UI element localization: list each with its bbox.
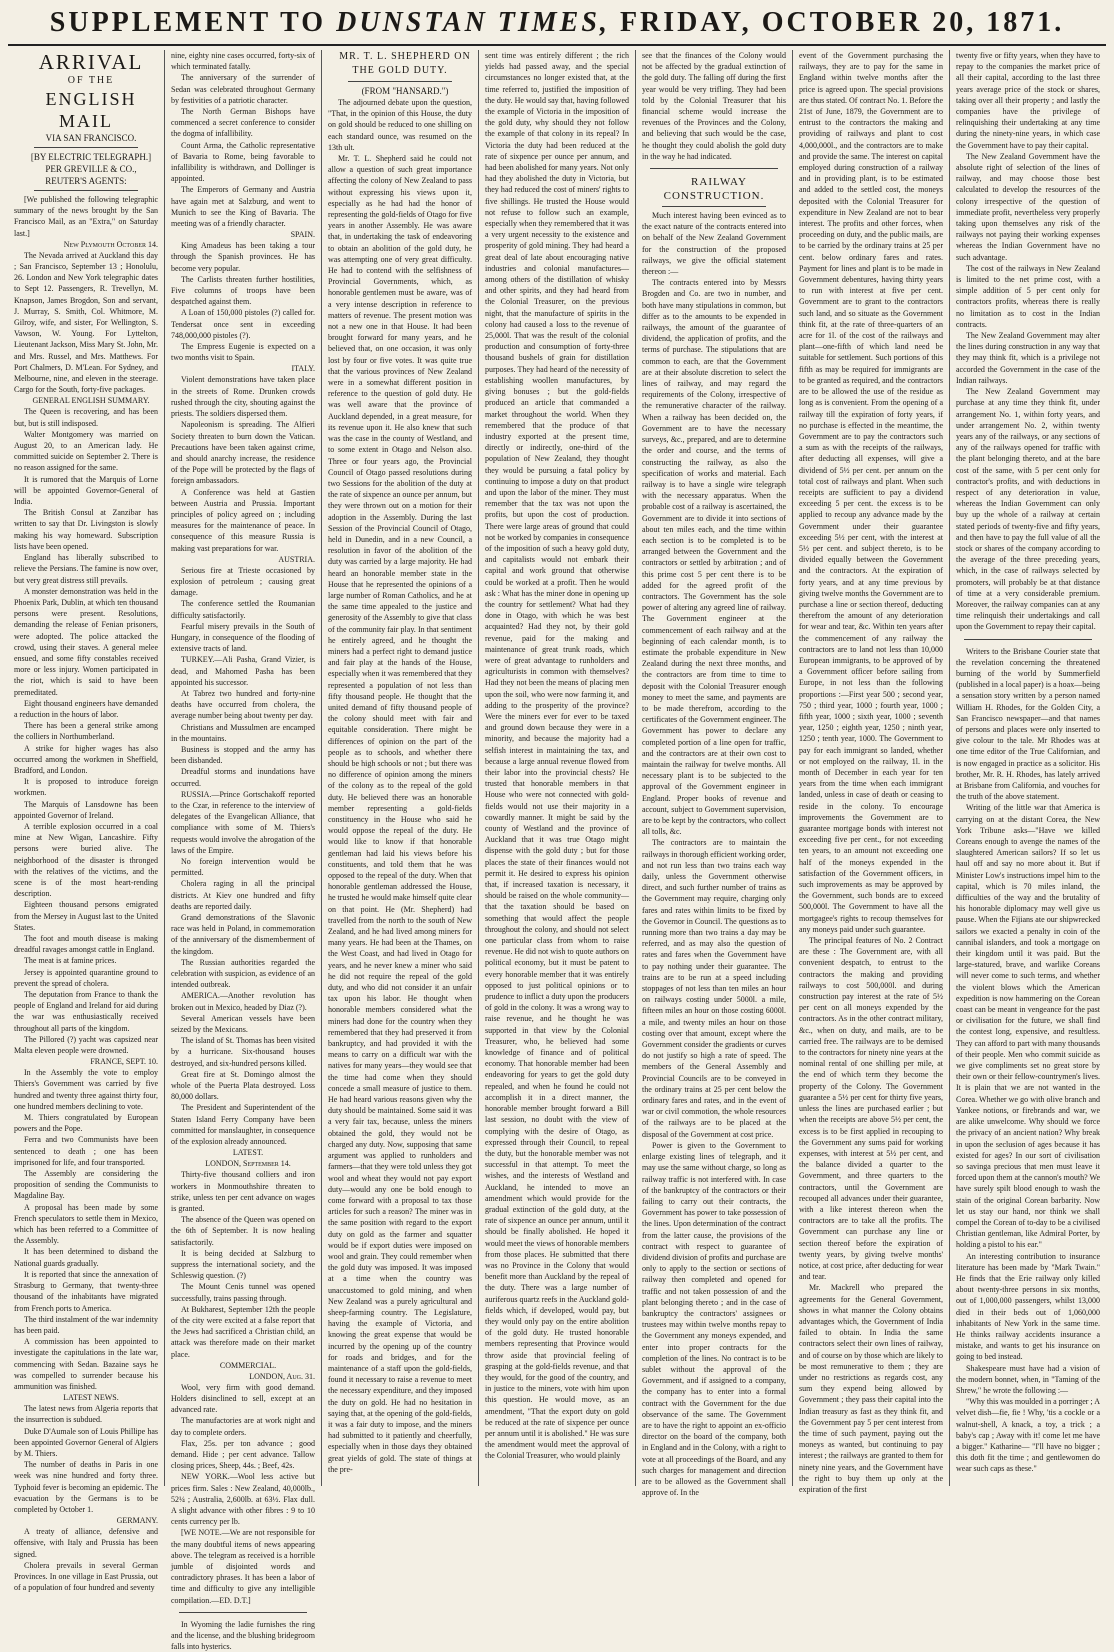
- paragraph: The Empress Eugenie is expected on a two months visit to Spain.: [171, 342, 315, 363]
- paragraph: Power is given to the Government to enlarge existing lines of telegraph, and it may use the same without charge, so long as railway traffic is not interfered with. In case of the bankruptcy of the contractors or their failing to carry out their contracts, the Government has power to take possession of the lines. Upon determination of the contract from the latter cause, the provisions of the contract with respect to guarantee of dividend division of profits and purchase are only to apply to the section or sections of railway then completed and opened for traffic and not taken possession of and the plant belonging thereto ; and in the case of bankruptcy the contractors' assignees or trustees may within twelve months repay to the Government any moneys expended, and enter into proper contracts for the completion of the lines. No contract is to be sublet without the approval of the Government, and if assigned to a company, the company has to enter into a formal contract with the Government for the due observance of the same. The Government are to have the right to appoint an ex-officio director on the board of the company, both in England and in the Colony, with a right to vote at all proceedings of the Board, and any such charges for management and direction are to be allowed as the Government shall approve of. In the: [642, 1140, 786, 1498]
- paragraph: A treaty of alliance, defensive and offensive, with Italy and Prussia has been signed.: [14, 1527, 158, 1559]
- section-head: LATEST NEWS.: [63, 1393, 119, 1403]
- paragraph: The Russian authorities regarded the celebration with suspicion, as evidence of an intended outbreak.: [171, 957, 315, 990]
- paragraph: Violent demonstrations have taken place in the streets of Rome. Drunken crowds rushed through the city, shouting against the priests. The soldiers dispersed them.: [171, 375, 315, 419]
- headline-of-the: OF THE: [67, 75, 115, 86]
- paragraph: It is rumored that the Marquis of Lorne will be appointed Governor-General of India.: [14, 474, 158, 507]
- paragraph: A Conference was held at Gastien between Austria and Prussia. Important principles of policy agreed on ; including measures for the maintenance of peace. In consequence of this measure Russia is making vast preparations for war.: [171, 487, 315, 553]
- poem: "Why this was moulded in a porringer ; A velvet dish—fie, fie ! Why, 'tis a cockle or a walnut-shell, A knack, a toy, a trick ; a baby's cap ; Away with it! come let me have a bigger." Katharine— "I'll have no bigger ; this doth fit the time ; and gentlewomen do wear such caps as these.": [956, 1397, 1100, 1474]
- divider: [348, 81, 452, 82]
- paragraph: nine, eighty nine cases occurred, forty-six of which terminated fatally.: [171, 51, 315, 72]
- paragraph: sent time was entirely different ; the rich yields had passed away, and the special circumstances no longer existed that, at the time referred to, justified the imposition of the duty. He would say that, having followed the example of Victoria in the imposition of the gold duty, why should they not follow the example of that colony in its repeal? In Victoria the duty had been reduced at the rate of sixpence per ounce per annum, and had been abolished for many years. Not only had they abolished the duty in Victoria, but they had reduced the cost of miners' rights to five shillings. He trusted the House would not refuse to follow such an example, especially when they remembered that it was a very urgent necessity to the existence and prosperity of gold mining. They had heard a great deal of late about encouraging native industries and colonial manufactures—among others of the distillation of whisky and other spirits, and they had heard from the Colonial Treasurer, on the previous night, that the manufacture of spirits in the colony had caused a loss to the revenue of 25,000l. That was the result of the colonial production and consumption of forty-three thousand bushels of grain for distillation purposes. They had heard of the necessity of establishing woollen manufactures, by giving bonuses ; but the gold-fields produced an article that commanded a market throughout the world. When they remembered that the produce of that industry exported at the present time, directly or indirectly, one-third of the population of New Zealand, they thought they would be pursuing a fatal policy by continuing to impose a duty on that product and upon the labor of the miner. They must remember that the tax was not upon the profits, but upon the cost of production. There were large areas of ground that could not be worked by companies in consequence of the imposition of such a heavy gold duty, and capitalists would not embark their capital and work ground that otherwise could be worked at a profit. Then he would ask : What has the miner done in opening up the country for settlement? What had they done in Otago, with which he was best acquainted? Had they not, by their gold revenue, paid for the making and maintenance of great trunk roads, which were of great advantage to runholders and agriculturists in common with themselves? Had they not been the means of placing men upon the soil, who were now farming it, and adding to the prosperity of the province? Were the miners ever for ever to be taxed and ground down because they were in a minority, and because the majority had a selfish interest in maintaining the tax, and because a large annual revenue flowed from their labor into the provincial chests? He trusted that honorable members in that House who were not connected with gold-fields would not use their majority in a cowardly manner. It might be said by the county of Westland and the province of Auckland that it was true Otago might dispense with the gold duty ; but for those places the state of their finances would not permit it. He desired to express his opinion that, if increased taxation is necessary, it should be raised on the whole community—that the taxation should be based on something that would affect the people throughout the colony, and should not select one particular class from whom to raise revenue. He did not wish to quote authors on political economy, but it must be patent to every honorable member that it was entirely opposed to just political opinions or to prudence to inflict a duty upon the producers of gold in the colony. It was a wrong way to raise revenue, and he thought he was supported in that view by the Colonial Treasurer, who, he believed had some knowledge of finance and of political economy. That honorable member had been endeavoring for years to get the gold duty repealed, and when he found he could not accomplish it in a direct manner, the honorable member brought forward a Bill last session, no doubt with the view of complying with the desire of Otago, as expressed through their Council, to repeal the duty, but the honorable member was not successful in that attempt. To meet the wishes, and the interests of Westland and Auckland, he intended to move an amendment which would provide for the gradual extinction of the gold duty, at the rate of sixpence an ounce per annum, until it should be finally abolished. He hoped it would meet the views of honorable members from those places. He submitted that there was no Province in the Colony that would benefit more than Auckland by the repeal of the duty. There was a large number of auriferous quartz reefs in the Auckland gold-fields which, if developed, would pay, but they would only pay on the entire abolition of the gold duty. He trusted honorable members representing that Province would throw aside that provincial feeling of grasping at the gold-fields revenue, and that they would, for the good of the country, and in justice to the miners, vote with him upon this question. He would move, as an amendment, "That the export duty on gold be reduced at the rate of sixpence per ounce per annum until it is abolished." He was sure the amendment would meet the approval of the Colonial Treasurer, who would plainly: [485, 51, 629, 1461]
- paragraph: The manufactories are at work night and day to complete orders.: [171, 1416, 315, 1437]
- paragraph: The Nevada arrived at Auckland this day ; San Francisco, September 13 ; Honolulu, 26. London and New York telegraphic dates to Sept 12. Passengers, R. Trevellyn, M. Knapson, James Brogdon, Son and servant, J. Murray, S. Smith, Col. Whitmore, M. Gilroy, wife, and sister, For Wellington, S. Vawson, W. Young. For Lyttelton, Lieutenant Jackson, Miss Mary St. John, Mr. and Mrs. Russel, and Mrs. Matthews. For Port Chalmers, D. M'Lean. For Sydney, and Melbourne, nine, and eleven in the steerage. Cargo for the South, forty-five packages.: [14, 250, 158, 395]
- paragraph: Business is stopped and the army has been disbanded.: [171, 744, 315, 766]
- dateline: LONDON, September 14.: [205, 1159, 291, 1169]
- headline-english-mail: ENGLISH MAIL: [45, 89, 137, 131]
- paragraph: It is proposed to introduce foreign workmen.: [14, 777, 158, 798]
- masthead-day: FRIDAY,: [619, 7, 752, 38]
- dateline: New Plymouth October 14.: [63, 239, 158, 249]
- column-1: [8, 50, 164, 1593]
- paragraph: Writers to the Brisbane Courier state that the revelation concerning the threatened burning of the world by Summerfield (published in a local paper) is a hoax—being a sensation story written by a person named William H. Rhodes, for the Golden City, a San Francisco newspaper—and that names of persons and places were only inserted to give colour to the tale. Mr Rhodes was at one time editor of the True Californian, and is now engaged in practice as a solicitor. His brother, Mr. R. H. Rhodes, has lately arrived at Brisbane from California, and vouches for the truth of the above statement.: [956, 646, 1100, 802]
- paragraph: At Tabrez two hundred and forty-nine deaths have occurred from cholera, the average number being about twenty per day.: [171, 688, 315, 721]
- paragraph: In the Assembly the vote to employ Thiers's Government was carried by five hundred and twenty three against thirty four, one hundred members declining to vote.: [14, 1068, 158, 1111]
- columns: [8, 50, 1106, 1652]
- paragraph: Thirty-five thousand colliers and iron workers in Monmouthshire threaten to strike, unless ten per cent advance on wages is granted.: [171, 1170, 315, 1213]
- section-head: AUSTRIA.: [278, 554, 315, 564]
- paragraph: The New Zealand Government may alter the lines during construction in any way that they may think fit, which is a privilege not accorded the Government in the case of the Indian railways.: [956, 331, 1100, 385]
- headline-arrival: ARRIVAL: [38, 50, 144, 74]
- paragraph: The number of deaths in Paris in one week was nine hundred and forty three. Typhoid fever is becoming an epidemic. The evacuation by the Germans is to be completed by October 1.: [14, 1460, 158, 1514]
- divider: [964, 639, 1092, 640]
- paragraph: Wool, very firm with good demand. Holders disinclined to sell, except at an advanced rate.: [171, 1382, 315, 1415]
- paragraph: The anniversary of the surrender of Sedan was celebrated throughout Germany by festivities of a patriotic character.: [171, 73, 315, 105]
- paragraph: Duke D'Aumale son of Louis Phillipe has been appointed Governor General of Algiers by M. Thiers.: [14, 1426, 158, 1458]
- paragraph: The conference settled the Roumanian difficulty satisfactorily.: [171, 599, 315, 620]
- paragraph: Fearful misery prevails in the South of Hungary, in consequence of the flooding of extensive tracts of land.: [171, 621, 315, 654]
- paragraph: The Pillored (?) yacht was capsized near Malta eleven people were drowned.: [14, 1034, 158, 1056]
- paragraph: The Marquis of Lansdowne has been appointed Governor of Ireland.: [14, 799, 158, 820]
- paragraph: The Queen is recovering, and has been but, but is still indisposed.: [14, 407, 158, 428]
- editor-note: [WE NOTE.—We are not responsible for the many doubtful items of news appearing above. The telegram as received is a horrible jumble of disjointed words and contradictory phrases. It has been a labor of time and difficulty to give any intelligible compilation.—ED. D.T.]: [171, 1528, 315, 1605]
- paragraph: The latest news from Algeria reports that the insurrection is subdued.: [14, 1404, 158, 1425]
- paragraph: Ferra and two Communists have been sentenced to death ; one has been imprisoned for life, and four transported.: [14, 1135, 158, 1167]
- section-head: SPAIN.: [290, 230, 315, 240]
- column-7: [949, 50, 1106, 1486]
- paragraph: The President and Superintendent of the Staten Island Ferry Company have been committed for manslaughter, in consequence of the explosion already announced.: [171, 1103, 315, 1147]
- paragraph: It is being decided at Salzburg to suppress the international society, and the Schleswig question. (?): [171, 1248, 315, 1281]
- section-head: ITALY.: [291, 364, 315, 374]
- paragraph: The Assembly are considering the proposition of sending the Communists to Magdaline Bay.: [14, 1169, 158, 1201]
- section-head: COMMERCIAL.: [219, 1360, 277, 1370]
- paragraph: Mr. T. L. Shepherd said he could not allow a question of such great importance affecting the colony of New Zealand to pass without expressing his views upon it, especially as he had had the honor of representing the gold-fields of Otago for five years in another Assembly. He was aware that, in undertaking the task of endeavoring to obtain an abolition of the gold duty, he was attempting one of very great difficulty. He had to contend with the selfishness of Provincial Governments, which, as honorable gentlemen must be aware, was of a very intense description in reference to matters of revenue. The present motion was not a new one in that House. It had been brought forward for many years, and he believed that, on one occasion, it was only lost by four or five votes. It was quite true that the various provinces of New Zealand were in a somewhat different position in reference to the question of gold duty. He was well aware that the province of Auckland depended, in a great measure, for its revenue upon it. He also knew that such was the case in the county of Westland, and to some extent in Otago and Nelson also. Three or four years ago, the Provincial Council of Otago passed resolutions during two Sessions for the abolition of the duty at the rate of sixpence an ounce per annum, but they were thrown out on a motion for their adoption in the Assembly. During the last Session of the Provincial Council of Otago, held in Dunedin, and in a new Council, a resolution in favor of the abolition of the duty was carried by a large majority. He had heard an honorable member state in the House that he represented the opinions of a large number of Roman Catholics, and he at the same time appealed to the justice and generosity of the Assembly to give that class of the community fair play. In that sentiment he entirely agreed, and he thought the miners had a perfect right to demand justice and fair play at the hands of the House, especially when it was remembered that they represented a population of not less than fifty thousand people. He thought that the united demand of fifty thousand people of the colony should meet with fair and equitable consideration. There might be differences of opinion on the part of the people as to schools, and whether there should be high schools or not ; but there was no difference of opinion among the miners of the colony as to the repeal of the gold duty. He believed there was an honorable member representing a gold-fields constituency in the House who said he would oppose the repeal of the duty. He would like to know if that honorable gentleman had laid his views before his constituents, and told them that he was opposed to the repeal of the duty. When that honorable gentleman addressed the House, he trusted he would make himself quite clear on that point. He (Mr. Shepherd) had travelled from the north to the south of New Zealand, and he had lived among miners for many years. He had been at the Thames, on the West Coast, and had lived in Otago for years, and he never knew a miner who said he did not require the repeal of the gold duty, and who did not consider it an unfair tax upon his labor. He thought when honorable members considered what the miners had done for the country when they remembered that they had preserved it from bankruptcy, and had provided it with the means to carry on a difficult war with the natives for many years—they would see that the time had come when they should concede a small measure of justice to them. He had heard various reasons given why the duty should be maintained. Some said it was a very fair tax, because, unless the miners obtained the gold, they would not be charged any duty. Now, supposing that same argument was applied to runholders and farmers—that they were told unless they got wool and wheat they would not pay export duty—would any one be bold enough to come forward with a proposal to tax those articles for such a reason? The miner was in the same position with regard to the export duty on gold as the farmer and squatter would be if export duties were imposed on wool and grain. They could remember when the gold duty was imposed. It was imposed at a time when the country was unaccustomed to gold mining, and when New Zealand was a purely agricultural and sheep-farming country. The Legislature, having the example of Victoria, and knowing the great expense that would be incurred by the opening up of the country for roads and bridges, and for the maintenance of a staff upon the gold-fields, found it necessary to raise a revenue to meet the necessary expenditure, and they imposed the duty on gold. He had no hesitation in saying that, at the opening of the gold-fields, it was a fair duty to impose, and the miners had submitted to it patiently and cheerfully, especially when in those days they obtained great yields of gold. The state of things at the pre-: [328, 154, 472, 1474]
- paragraph: Count Arma, the Catholic representative of Bavaria to Rome, being favorable to infallibility is withdrawn, and Dollinger is appointed.: [171, 140, 315, 184]
- paragraph: The foot and mouth disease is making dreadful ravages amongst cattle in England.: [14, 934, 158, 955]
- masthead-title: [50, 7, 1064, 38]
- paragraph: Cholera prevails in several German Provinces. In one village in East Prussia, out of a population of four hundred and seventy: [14, 1560, 158, 1593]
- column-5: [635, 50, 792, 1498]
- paragraph: Walter Montgomery was married on August 20, to an American lady. He committed suicide on September 2. There is no reason assigned for the same.: [14, 429, 158, 473]
- divider: [34, 147, 138, 148]
- paragraph: The New Zealand Government have the absolute right of selection of the lines of railway, and may choose those best calculated to develop the resources of the colony irrespective of the question of immediate profit, nevertheless very properly taking upon themselves any risk of the railways not paying their working expenses whereas the Indian Government have no such advantage.: [956, 151, 1100, 262]
- paragraph: Dreadful storms and inundations have occurred.: [171, 767, 315, 788]
- masthead-to: TO: [280, 7, 327, 38]
- paragraph: Jersey is appointed quarantine ground to prevent the spread of cholera.: [14, 967, 158, 988]
- paragraph: NEW YORK.—Wool less active but prices firm. Sales : New Zealand, 40,000lb., 52¼ ; Australia, 2,600lb. at 63½. Flax dull. A slight advance with other fibres : 9 to 10 cents currency per lb.: [171, 1472, 315, 1527]
- paragraph: England has liberally subscribed to relieve the Persians. The famine is now over, but very great distress still prevails.: [14, 553, 158, 585]
- paragraph: The island of St. Thomas has been visited by a hurricane. Six-thousand houses destroyed, and six-hundred persons killed.: [171, 1036, 315, 1068]
- paragraph: At Bukharest, September 12th the people of the city were excited at a false report that the Jews had sacrificed a Christian child, an attack was therefore made on their market place.: [171, 1304, 315, 1359]
- paragraph: The Mount Cenis tunnel was opened successfully, trains passing through.: [171, 1282, 315, 1303]
- paragraph: King Amadeus has been taking a tour through the Spanish provinces. He has become very popular.: [171, 241, 315, 273]
- paragraph: It is reported that since the annexation of Strasburg to Germany, that twenty-three thousand of the inhabitants have migrated from French ports to America.: [14, 1269, 158, 1313]
- paragraph: Several American vessels have been seized by the Mexicans.: [171, 1013, 315, 1035]
- section-head: FRANCE, SEPT. 10.: [90, 1057, 158, 1067]
- paragraph: The Carlists threaten further hostilities, Five columns of troops have been despatched against them.: [171, 274, 315, 307]
- agents-note: PER GREVILLE & CO., REUTER'S AGENTS:: [45, 164, 137, 186]
- masthead-rule: [8, 44, 1106, 46]
- paragraph: event of the Government purchasing the railways, they are to pay for the same in England within twelve months after the price is agreed upon. The special provisions are thus stated. Of contract No. 1. Before the 21st of June, 1879, the Government are to entrust to the contractors the making and providing of railways and plant to cost 4,000,000l., and the contractors are to make and provide the same. The interest on capital employed during construction of a railway and in providing plant, is to be estimated and added to the settled cost, the moneys deposited with the Colonial Treasurer for expenditure in New Zealand are not to bear interest. The profits and other forces, when proceeding on duty, and the public mails, are to be carried by the ordinary trains at 25 per cent. below ordinary fares and rates. Payment for lines and plant is to be made in Government debentures, having thirty years to run with interest at five per cent. Government are to grant to the contractors such land, and so situate as the Government think fit, at the rate of three-quarters of an acre for 1l. of the cost of the railways and plant—one-fifth of which land need be suitable for settlement. Such portions of this fifth as may be required for immigrants are to be granted as required, and the contractors are to be allowed the use of the residue as long as is convenient. From the opening of a railway till the expiration of forty years, if no purchase is effected in the meantime, the Government are to pay the contractors such a sum as with the receipts of the railways, after deducting all expenses, will give a dividend of 5½ per cent. per annum on the total cost of railways and plant. When such receipts are sufficient to pay a dividend exceeding 5 per cent. the excess is to be applied to recoup any advance made by the Government under their guarantee exceeding 5½ per cent, with the interest at 5½ per cent. and subject thereto, is to be divided equally between the Government and the contractors. At the expiration of forty years, and at any time previous by giving twelve months the Government are to purchase a line or section thereof, deducting therefrom the amount of any deterioration for wear and tear, &c. Within ten years after the commencement of any railway the contractors are to land not less than 10,000 European immigrants, to be approved of by a Government officer before sailing from Europe, in not less than the following proportions :—First year 500 ; second year, 750 ; third year, 1000 ; fourth year, 1000 ; fifth year, 1000 ; sixth year, 1000 ; seventh year, 1250 ; eighth year, 1250 ; ninth year, 1250 ; tenth year, 1000. The Government to pay for each immigrant so landed, whether or not employed on the railway, 1l. in the month of December in each year for ten years from the time when each immigrant landed, unless in case of death or ceasing to reside in the colony. To encourage improvements the Government are to guarantee mortgage bonds with interest not exceeding five per cent., for not exceeding ten years, to an amount not exceeding one half of the moneys expended in the satisfaction of the Government officers, in such improvements as may be approved by the Government, such bonds are to exceed 500,000l. The Government to have all the mortgagee's rights to recoup themselves for any moneys paid under such guarantee.: [799, 51, 943, 934]
- masthead-supplement: SUPPLEMENT: [49, 7, 271, 38]
- paragraph: twenty five or fifty years, when they have to repay to the companies the market price of all their capital, according to the last three years average price of the stock or shares, taking over all their property ; and lastly the companies have the privilege of relinquishing their undertaking at any time during the ninety-nine years, in which case the Government have to pay their capital.: [956, 51, 1100, 150]
- paragraph: Mr. Mackrell who prepared the agreements for the General Government, shows in what manner the Colony obtains advantages which, the Government of India failed to obtain. In India the same contractors select their own lines of railway, and of course on by those which are likely to be most remunerative to them ; they are under no restrictions as regards cost, any sum they expend being allowed by Government ; they pass their capital into the Indian treasury as fast as they think fit, and the Government pay 5 per cent interest from the time of such payment, paying out the moneys as wanted, but continuing to pay interest ; the railways are granted to them for ninety nine years, and the Government have the right to buy them up only at the expiration of the first: [799, 1283, 943, 1494]
- paragraph: Writing of the little war that America is carrying on at the distant Corea, the New York Tribune asks—"Have we killed Coreans enough to avenge the names of the slaughtered American sailors? If so let us haul off and say no more about it. But if Minister Low's instructions impel him to the capital, which is 70 miles inland, the difficulties of the way and the brutality of his honorable diplomacy may well give us pause. When the Fijians ate our shipwrecked sailors we exacted a penalty in coin of the cannibal islanders, and took a mortgage on their kingdom until it was paid. But the large-statured, brave, and warlike Coreans will never come to such terms, and whether the violent blows which the American expedition is now hammering on the Corean coast can be meant in vengeance for the past or civilisation for the future, we shall find the contest long, expensive, and resultless. They can afford to part with many thousands of their people. Men who commit suicide as we give compliments set no great store by their own or their fellow-countrymen's lives. It is plain that we are not wanted in the Corea. Whether we go with olive branch and Yankee notions, or firebrands and war, we are alike unwelcome. Why should we force the privacy of an ancient nation? Why break in upon the seclusion of ages because it has existed for ages? In our sort of civilisation so savinga precious that men must leave it forced upon them at the cannon's mouth? We have surely spilt blood enough to wash the stain of the original Corean barbarity. Now let us stay our hand, nor think we shall compel the Corean of to-day to be a civilised Christian gentleman, like Admiral Porter, by holding a pistol to his ear.": [956, 803, 1100, 1250]
- paragraph: Great fire at St. Domingo almost the whole of the Puerta Plata destroyed. Loss 80,000 dollars.: [171, 1069, 315, 1102]
- paragraph: The meat is at famine prices.: [24, 956, 117, 966]
- divider: [662, 206, 766, 207]
- paragraph: Much interest having been evinced as to the exact nature of the contracts entered into on behalf of the New Zealand Government for the construction of the proposed railways, we give the official statement thereon :—: [642, 211, 786, 277]
- paragraph: The New Zealand Government may purchase at any time they think fit, under arrangement No. 1, within forty years, and under arrangement No. 2, within twenty years any of the railways, or any sections of any of the railways opened for traffic with the plant belonging thereto, and at the bare cost of the same, with 5 per cent only for contractor's profits, and with deductions in respect of any deterioration in value, whereas the Indian Government can only buy up the whole of a railway at certain stated periods of twenty-five and fifty years, and then have to pay the full value of all the stock or shares of the company according to the average of the three preceding years, which, in the case of railways selected by promoters, will probably be at that distance of time at a very considerable premium. Moreover, the railway companies can at any time relinquish their undertakings and call upon the Government to repay their capital.: [956, 387, 1100, 632]
- paragraph: RUSSIA.—Prince Gortschakoff reported to the Czar, in reference to the interview of delegates of the Evangelican Alliance, that compliance with some of M. Thiers's requests would involve the abrogation of the laws of the Empire.: [171, 789, 315, 855]
- paragraph: Eighteen thousand persons emigrated from the Mersey in August last to the United States.: [14, 900, 158, 932]
- paragraph: A Loan of 150,000 pistoles (?) called for. Tendersat once sent in exceeding 748,000,000 pistoles (?).: [171, 308, 315, 340]
- dateline: LONDON, Aug. 31.: [249, 1371, 315, 1381]
- paragraph: In Wyoming the ladie furnishes the ring and the license, and the blushing bridegroom falls into hysterics.: [171, 1619, 315, 1652]
- paragraph: The deputation from France to thank the people of England and Ireland for aid during the war was enthusiastically received throughout all parts of the kingdom.: [14, 990, 158, 1033]
- column-4: [478, 50, 635, 1486]
- paragraph: see that the finances of the Colony would not be affected by the gradual extinction of the gold duty. The falling off during the first year would be very trifling. They had been told by the Colonial Treasurer that his financial scheme would increase the revenues of the Provinces and the Colony, and believing that such would be the case, he thought they could abolish the gold duty in the way he had indicated.: [642, 51, 786, 161]
- masthead: [0, 4, 1114, 44]
- paragraph: It has been determined to disband the National guards gradually.: [14, 1247, 158, 1268]
- paragraph: Napoleonism is spreading. The Alfieri Society threaten to burn down the Vatican. Precautions have been taken against crime, and should anarchy increase, the residence of the Pope will be protected by the flags of foreign ambassadors.: [171, 420, 315, 486]
- paragraph: The principal features of No. 2 Contract are these : The Government are, with all convenient despatch, to entrust to the contractors the making and providing railways to cost 500,000l. and during construction pay interest at the rate of 5½ per cent on all moneys expended by the contractors. As in the other contract military, &c., when on duty, and mails, are to be carried free. The railways are to be demised to the contractors for ninety nine years at the nominal rental of one shilling per mile, at the end of which term they become the property of the Colony. The Government guarantee a 5½ per cent for thirty five years, unless the lines are purchased earlier ; but when the receipts are above 5½ per cent, the excess is to be first applied in recouping to the Government any sums paid for working expenses, with interest at 5½ per cent, and the balance divided a quarter to the Government, and three quarters to the contractors, until the Government are recouped all advances under their guarantee, with a like interest thereon when the contractors are to take all the profits. The Government can purchase any line or section thereof before the expiration of twenty years, by giving twelve months' notice, at cost price, after deducting for wear and tear.: [799, 936, 943, 1282]
- source-note: (FROM "HANSARD."): [361, 86, 449, 96]
- paragraph: AMERICA.—Another revolution has broken out in Mexico, headed by Diaz (?).: [171, 991, 315, 1012]
- paragraph: Serious fire at Trieste occasioned by explosion of petroleum ; causing great damage.: [171, 565, 315, 598]
- divider: [179, 1612, 307, 1613]
- paragraph: The contractors are to maintain the railways in thorough efficient working order, and not run less than two trains each way daily, unless the Government otherwise direct, and such further number of trains as the Government may require, charging only fares and rates within limits to be fixed by the Governor in Council. The questions as to running more than two trains a day may be referred, and as may also the question of rates and fares when the Government have to pay nothing under their guarantee. The trains are to be run at a speed including stoppages of not less than ten miles an hour on railways costing under 5000l. a mile, fifteen miles an hour on those costing 6000l. a mile, and twenty miles an hour on those costing over that amount, except where the Government consider the gradients or curves do not justify so high a rate of speed. The members of the General Assembly and Provincial Councils are to be conveyed in the ordinary trains at 25 per cent below the ordinary fares and rates, and in the event of war or civil commotion, the whole resources of the railways are to be placed at the disposal of the Government at cost price.: [642, 838, 786, 1139]
- paragraph: Grand demonstrations of the Slavonic race was held in Poland, in commemoration of the anniversary of the dismemberment of the kingdom.: [171, 913, 315, 956]
- paragraph: M. Thiers congratulated by European powers and the Pope.: [14, 1113, 158, 1134]
- paragraph: No foreign intervention would be permitted.: [171, 857, 315, 878]
- paragraph: An interesting contribution to insurance literature has been made by "Mark Twain." He finds that the Erie railway only killed about twenty-three persons in six months, out of 1,000,000 passengers, whilst 13,000 died in their beds out of 1,060,000 inhabitants of New York in the same time. He thinks railway accidents insurance a mistake, and wants to get his insurance on going to bed instead.: [956, 1251, 1100, 1362]
- section-head: LATEST.: [232, 1148, 264, 1158]
- column-3: [321, 50, 478, 1486]
- paragraph: Shakespeare must have had a vision of the modern bonnet, when, in "Taming of the Shrew," he wrote the following :—: [956, 1363, 1100, 1395]
- paragraph: The North German Bishops have commenced a secret conference to consider the dogma of infallibility.: [171, 107, 315, 139]
- paragraph: Cholera raging in all the principal districts. At Kiev one hundred and fifty deaths are reported daily.: [171, 879, 315, 911]
- paragraph: Eight thousand engineers have demanded a reduction in the hours of labor.: [14, 698, 158, 719]
- column-6: [792, 50, 949, 1494]
- paragraph: A proposal has been made by some French speculators to settle them in Mexico, which has been referred to a Committee of the Assembly.: [14, 1202, 158, 1246]
- headline-railway: RAILWAY CONSTRUCTION.: [663, 176, 765, 203]
- divider: [650, 168, 778, 169]
- paragraph: Flax, 25s. per ton advance ; good demand. Hide ; per cent advance. Tallow closing prices, Sheep, 44s. ; Beef, 42s.: [171, 1438, 315, 1471]
- telegraph-note: [BY ELECTRIC TELEGRAPH.]: [30, 152, 152, 162]
- paragraph: A terrible explosion occurred in a coal mine at New Wigan, Lancashire. Fifty persons were buried alive. The neighborhood of the disaster is thronged with the relatives of the victims, and the scene is of the most heart-rending description.: [14, 821, 158, 899]
- paragraph: The cost of the railways in New Zealand is limited to the net prime cost, with a simple addition of 5 per cent only for contractors profits, whereas there is really no limitation as to cost in the Indian contracts.: [956, 263, 1100, 329]
- divider: [34, 190, 138, 191]
- paragraph: The absence of the Queen was opened on the 6th of September. It is now healing satisfactorily.: [171, 1215, 315, 1247]
- paragraph: The British Consul at Zanzibar has written to say that Dr. Livingston is slowly making his way homeward. Subscription lists have been opened.: [14, 508, 158, 551]
- column-2: [164, 50, 321, 1652]
- paragraph: The third instalment of the war indemnity has been paid.: [14, 1314, 158, 1335]
- section-head: GENERAL ENGLISH SUMMARY.: [32, 396, 150, 406]
- subheadline-via: VIA SAN FRANCISCO.: [45, 133, 137, 143]
- paragraph: There has been a general strike among the colliers in Northumberland.: [14, 721, 158, 742]
- paragraph: TURKEY.—Ali Pasha, Grand Vizier, is dead, and Mahomed Pasha has been appointed his successor.: [171, 655, 315, 687]
- paragraph: The Emperors of Germany and Austria have again met at Salzburg, and went to Munich to see the King of Bavaria. The meeting was of a friendly character.: [171, 185, 315, 229]
- paragraph: A commission has been appointed to investigate the capitulations in the late war, commencing with Sedan. Bazaine says he was compelled to surrender because his ammunition was finished.: [14, 1337, 158, 1391]
- paragraph: A strike for higher wages has also occurred among the workmen in Sheffield, Bradford, and London.: [14, 743, 158, 775]
- masthead-date: OCTOBER 20, 1871.: [761, 7, 1065, 38]
- paragraph: The contracts entered into by Messrs Brogden and Co. are two in number, and both have many stipulations in common, but differ as to the amounts to be expended in railways, the amount of the guarantee of dividend, the application of profits, and the terms of purchase. The stipulations that are common to each, are that the Government are at their absolute discretion to select the lines of railway, and may regard the requirements of the Colony, irrespective of the remunerative character of the railway. When a railway has been decided on, the Government are to have the necessary surveys, &c., prepared, and are to determine the order and course, and the terms of constructing the railway, as also the specification of works and material. Each railway is to have a single wire telegraph with the necessary apparatus. When the probable cost of a railway is ascertained, the Government are to divide it into sections of about ten miles each, and the time within each section is to be completed is to be arranged between the Government and the contractors or settled by arbitration ; and of this prime cost 5 per cent there is to be added for the agreed profit of the contractors. The Government has the sole power of altering any agreed line of railway. The Government engineer at the commencement of each railway and at the beginning of each calendar month, is to estimate the probable expenditure in New Zealand during the next three months, and the contractors are from time to time to deposit with the Colonial Treasurer enough money to meet the same, and payments are to be made therefrom, according to the certificates of the Government engineer. The Government has power to declare any completed portion of a line open for traffic, and the contractors are at their own cost to maintain the railway for twelve months. All necessary plant is to be subjected to the approval of the Government engineer in England. Proper books of revenue and account, subject to Government supervision, are to be kept by the contractors, who collect all tolls, &c.: [642, 278, 786, 837]
- paragraph: Christians and Mussulmen are encamped in the mountains.: [171, 722, 315, 743]
- paragraph: The adjourned debate upon the question, "That, in the opinion of this House, the duty on gold should be reduced to one shilling on each standard ounce, was resumed on the 13th ult.: [328, 98, 472, 152]
- paragraph: [We published the following telegraphic summary of the news brought by the San Francisco Mail, as an "Extra," on Saturday last.]: [14, 195, 158, 238]
- masthead-paper-name: DUNSTAN TIMES,: [336, 7, 610, 38]
- headline-gold-duty: MR. T. L. SHEPHERD ON THE GOLD DUTY.: [339, 51, 471, 76]
- section-head: GERMANY.: [116, 1516, 158, 1526]
- paragraph: A monster demonstration was held in the Phoenix Park, Dublin, at which ten thousand persons were present. Resolutions, demanding the release of Fenian prisoners, were adopted. The police attacked the crowd, using their staves. A general melee ensued, and some fifty constables received more or less injury. Women participated in the riot, which is said to have been premeditated.: [14, 586, 158, 697]
